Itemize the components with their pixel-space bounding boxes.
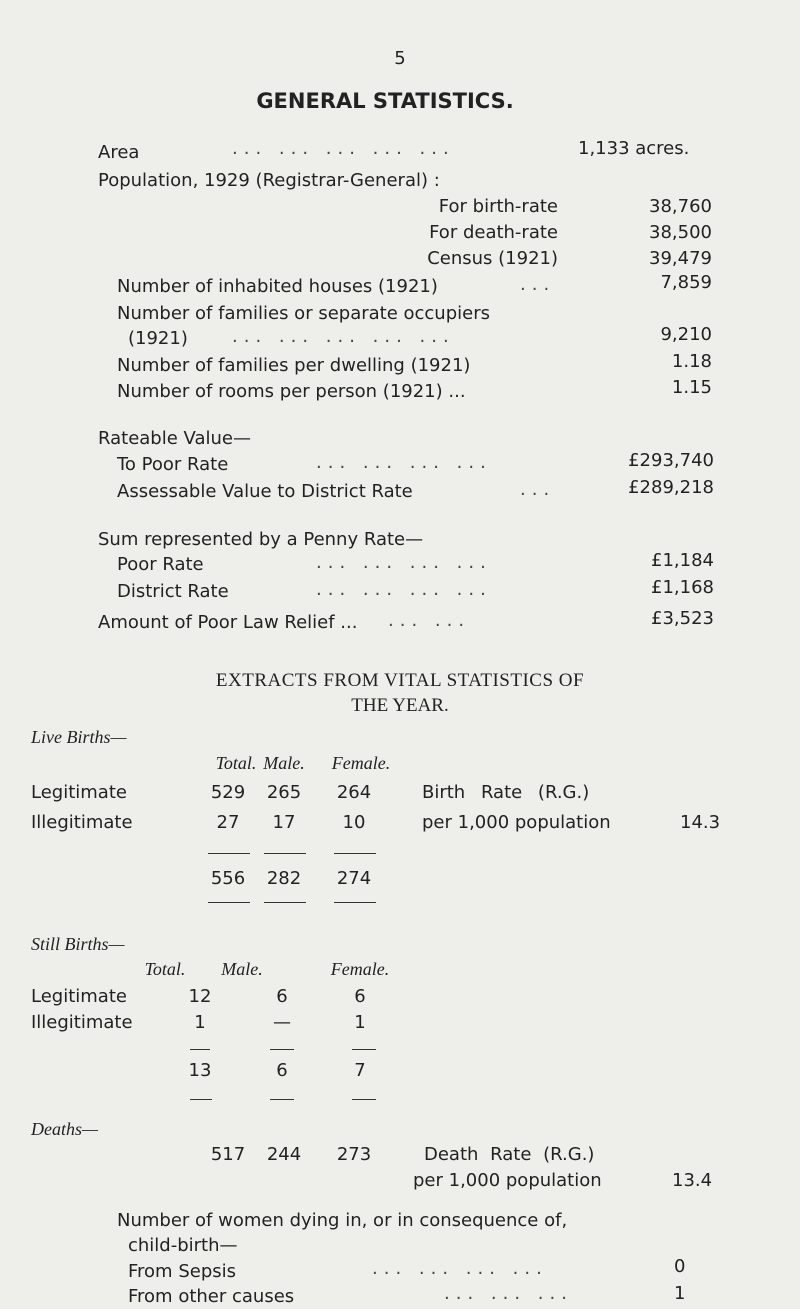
extracts-heading-line2: THE YEAR. bbox=[351, 695, 449, 716]
still-legit-total: 12 bbox=[188, 986, 212, 1007]
sum-rule bbox=[208, 853, 250, 854]
still-illegit-female: 1 bbox=[354, 1012, 366, 1033]
still-illegit-total: 1 bbox=[194, 1012, 206, 1033]
sum-rule bbox=[334, 853, 376, 854]
rooms-per-person-value: 1.15 bbox=[671, 377, 712, 398]
still-sum-total: 13 bbox=[188, 1060, 212, 1081]
live-births-label: Live Births— bbox=[31, 727, 127, 747]
still-births-label: Still Births— bbox=[31, 934, 125, 954]
assessable-label: Assessable Value to District Rate bbox=[117, 481, 413, 502]
live-illegit-total: 27 bbox=[216, 812, 240, 833]
rateable-value-heading: Rateable Value— bbox=[98, 428, 251, 449]
sum-rule bbox=[208, 902, 250, 903]
families-label-line1: Number of families or separate occupiers bbox=[117, 303, 490, 324]
page-number-row bbox=[0, 48, 800, 70]
sepsis-value: 0 bbox=[674, 1256, 686, 1277]
maternal-line1: Number of women dying in, or in consequence of, bbox=[117, 1210, 568, 1231]
live-col-total: Total. bbox=[215, 753, 257, 773]
penny-poor-label: Poor Rate bbox=[117, 554, 204, 575]
sum-rule bbox=[190, 1099, 212, 1100]
relief-value: £3,523 bbox=[651, 608, 714, 629]
families-per-dwelling-label: Number of families per dwelling (1921) bbox=[117, 355, 471, 376]
death-rate-pop-label: For death-rate bbox=[429, 222, 558, 243]
sum-rule bbox=[334, 902, 376, 903]
deaths-total: 517 bbox=[210, 1144, 246, 1165]
leader-dots: ... ... ... ... bbox=[316, 552, 492, 573]
census-label: Census (1921) bbox=[427, 248, 558, 269]
still-sum-female: 7 bbox=[354, 1060, 366, 1081]
birth-rate-value: 14.3 bbox=[680, 812, 721, 833]
sum-rule bbox=[270, 1099, 294, 1100]
leader-dots: ... bbox=[520, 274, 556, 295]
live-legit-label: Legitimate bbox=[31, 782, 127, 803]
live-col-male: Male. bbox=[263, 753, 305, 773]
penny-district-value: £1,168 bbox=[651, 577, 714, 598]
live-col-female: Female. bbox=[331, 753, 391, 773]
live-illegit-label: Illegitimate bbox=[31, 812, 133, 833]
maternal-line2: child-birth— bbox=[128, 1235, 238, 1256]
penny-rate-heading: Sum represented by a Penny Rate— bbox=[98, 529, 424, 550]
leader-dots: ... bbox=[520, 479, 556, 500]
death-rate-pop-value: 38,500 bbox=[649, 222, 712, 243]
other-causes-label: From other causes bbox=[128, 1286, 295, 1307]
leader-dots: ... ... ... bbox=[444, 1283, 573, 1304]
birth-rate-pop-value: 38,760 bbox=[649, 196, 712, 217]
still-legit-female: 6 bbox=[354, 986, 366, 1007]
families-value: 9,210 bbox=[660, 324, 712, 345]
live-sum-female: 274 bbox=[336, 868, 372, 889]
live-legit-female: 264 bbox=[336, 782, 372, 803]
poor-rate-value: £293,740 bbox=[628, 450, 714, 471]
leader-dots: ... ... ... ... bbox=[372, 1258, 548, 1279]
live-legit-total: 529 bbox=[210, 782, 246, 803]
live-sum-total: 556 bbox=[210, 868, 246, 889]
still-legit-male: 6 bbox=[276, 986, 288, 1007]
sepsis-label: From Sepsis bbox=[128, 1261, 236, 1282]
birth-rate-line1: Birth Rate (R.G.) bbox=[422, 782, 590, 803]
deaths-male: 244 bbox=[266, 1144, 302, 1165]
penny-district-label: District Rate bbox=[117, 581, 229, 602]
birth-rate-pop-label: For birth-rate bbox=[438, 196, 558, 217]
rooms-per-person-label: Number of rooms per person (1921) ... bbox=[117, 381, 466, 402]
page-title: GENERAL STATISTICS. bbox=[256, 89, 514, 113]
leader-dots: ... ... ... ... bbox=[316, 579, 492, 600]
families-per-dwelling-value: 1.18 bbox=[671, 351, 712, 372]
death-rate-line2: per 1,000 population bbox=[413, 1170, 602, 1191]
extracts-heading-line1: EXTRACTS FROM VITAL STATISTICS OF bbox=[215, 670, 585, 691]
death-rate-line1: Death Rate (R.G.) bbox=[424, 1144, 595, 1165]
live-illegit-male: 17 bbox=[272, 812, 296, 833]
live-sum-male: 282 bbox=[266, 868, 302, 889]
assessable-value: £289,218 bbox=[628, 477, 714, 498]
sum-rule bbox=[190, 1049, 210, 1050]
deaths-female: 273 bbox=[336, 1144, 372, 1165]
population-label: Population, 1929 (Registrar-General) : bbox=[98, 170, 440, 191]
birth-rate-line2: per 1,000 population bbox=[422, 812, 611, 833]
still-sum-male: 6 bbox=[276, 1060, 288, 1081]
families-label: (1921) bbox=[128, 328, 188, 349]
leader-dots: ... ... bbox=[388, 610, 471, 631]
relief-label: Amount of Poor Law Relief ... bbox=[98, 612, 358, 633]
live-illegit-female: 10 bbox=[342, 812, 366, 833]
leader-dots: ... ... ... ... ... bbox=[232, 138, 455, 159]
sum-rule bbox=[352, 1049, 376, 1050]
death-rate-value: 13.4 bbox=[672, 1170, 713, 1191]
deaths-label: Deaths— bbox=[31, 1119, 98, 1139]
sum-rule bbox=[270, 1049, 294, 1050]
sum-rule bbox=[264, 902, 306, 903]
still-col-total: Total. bbox=[144, 959, 186, 979]
still-illegit-male: — bbox=[273, 1012, 291, 1033]
sum-rule bbox=[352, 1099, 376, 1100]
penny-poor-value: £1,184 bbox=[651, 550, 714, 571]
live-legit-male: 265 bbox=[266, 782, 302, 803]
leader-dots: ... ... ... ... ... bbox=[232, 326, 455, 347]
poor-rate-label: To Poor Rate bbox=[117, 454, 229, 475]
area-label: Area bbox=[98, 142, 140, 163]
sum-rule bbox=[264, 853, 306, 854]
page-number: 5 bbox=[394, 48, 406, 69]
still-col-female: Female. bbox=[330, 959, 390, 979]
still-legit-label: Legitimate bbox=[31, 986, 127, 1007]
still-col-male: Male. bbox=[221, 959, 263, 979]
houses-value: 7,859 bbox=[660, 272, 712, 293]
still-illegit-label: Illegitimate bbox=[31, 1012, 133, 1033]
census-value: 39,479 bbox=[649, 248, 712, 269]
area-value: 1,133 acres. bbox=[578, 138, 690, 159]
houses-label: Number of inhabited houses (1921) bbox=[117, 276, 438, 297]
other-causes-value: 1 bbox=[674, 1283, 686, 1304]
leader-dots: ... ... ... ... bbox=[316, 452, 492, 473]
